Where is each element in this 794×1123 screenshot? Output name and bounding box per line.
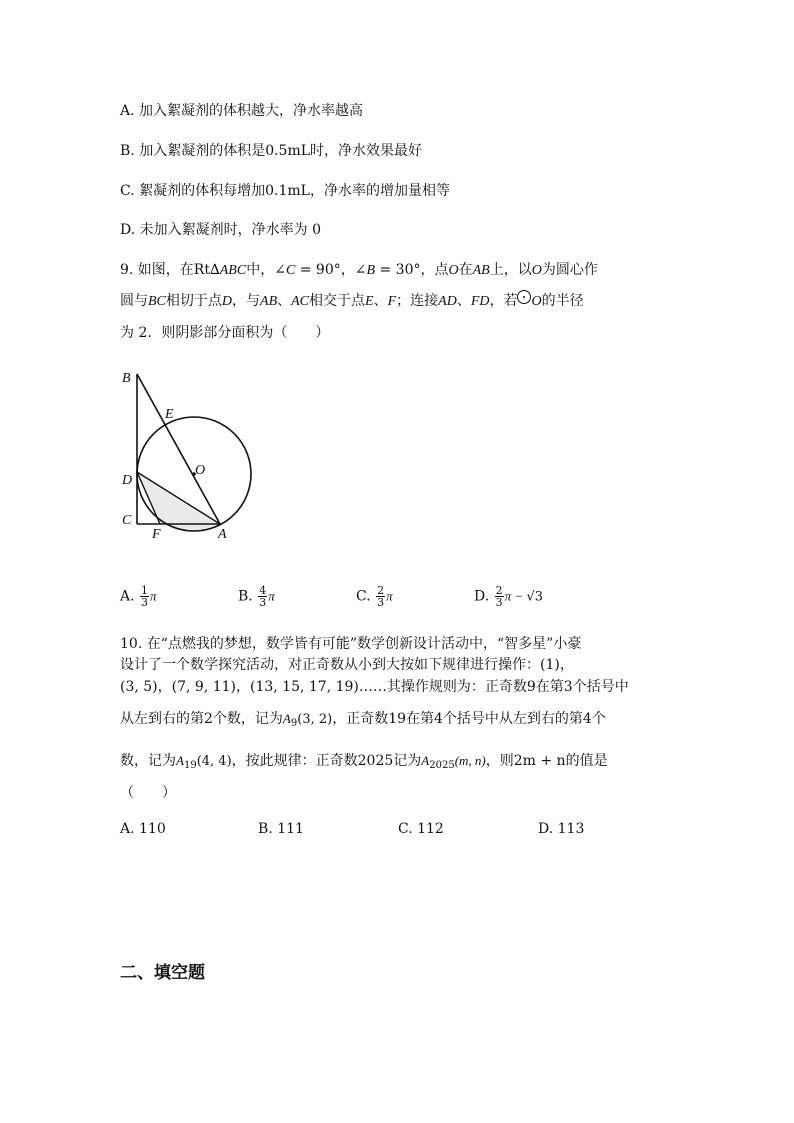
- q10-line-5: [120, 750, 608, 771]
- q9-text: AC: [291, 294, 310, 309]
- q9-text: D: [221, 294, 233, 309]
- q10-line-2: 设计了一个数学探究活动，对正奇数从小到大按如下规律进行操作：(1)，: [120, 657, 574, 673]
- q10-text: ，按此规律：正奇数2025记为: [231, 753, 422, 769]
- math-subscript: 19: [183, 760, 197, 771]
- math-a: A: [176, 753, 184, 768]
- q8-option-b: B. 加入絮凝剂的体积是0.5mL时，净水效果最好: [120, 143, 423, 159]
- q9-option-a: [120, 585, 157, 608]
- option-prefix: C.: [356, 588, 371, 605]
- math-arg: (3, 2): [297, 712, 333, 727]
- q9-text: FD: [470, 294, 490, 309]
- label-c: C: [122, 513, 132, 528]
- q9-text: 中，∠: [246, 262, 286, 278]
- q10-option-d: D. 113: [538, 821, 585, 837]
- q9-text: 在: [458, 262, 473, 278]
- q9-text: E: [365, 294, 374, 309]
- label-o: O: [195, 463, 206, 478]
- math-arg: (m, n): [454, 753, 486, 768]
- numerator: 2: [377, 584, 385, 597]
- option-prefix: B.: [238, 588, 253, 605]
- q10-option-a: A. 110: [120, 821, 166, 837]
- q9-text: AB: [472, 263, 490, 278]
- q10-option-c: C. 112: [398, 821, 444, 837]
- q9-text: 上，以: [489, 262, 532, 278]
- q8-option-d: D. 未加入絮凝剂时，净水率为 0: [120, 222, 321, 238]
- math-arg: (4, 4): [196, 754, 232, 769]
- q9-text: F: [387, 294, 397, 309]
- q9-text: ABC: [219, 263, 247, 278]
- q10-line-4: [120, 708, 606, 729]
- q9-line-3: 为 2．则阴影部分面积为（ ）: [120, 325, 330, 341]
- q10-text: 数，记为: [120, 753, 176, 769]
- q9-text: AD: [438, 294, 457, 309]
- option-math: π −: [504, 588, 527, 604]
- label-f: F: [152, 527, 161, 542]
- fraction: [140, 585, 149, 608]
- q10-text: 从左到右的第2个数，记为: [120, 711, 283, 727]
- q9-text: 圆与: [120, 293, 148, 309]
- label-e: E: [165, 407, 174, 422]
- fraction: [258, 585, 267, 608]
- q9-text: ，若: [489, 293, 518, 309]
- q9-text: O: [531, 294, 542, 309]
- fraction: [376, 585, 385, 608]
- denominator: 3: [259, 596, 267, 609]
- pi-symbol: π: [268, 588, 275, 604]
- q9-text: = 30°，点: [375, 262, 449, 278]
- q9-line-1: [120, 259, 598, 279]
- q9-text: B: [366, 263, 376, 278]
- math-subscript: 2025: [429, 760, 455, 771]
- q9-text: 、: [277, 293, 292, 309]
- sqrt-three: √3: [526, 589, 543, 605]
- numerator: 2: [495, 584, 503, 597]
- option-prefix: A.: [120, 588, 135, 605]
- pi-symbol: π: [386, 588, 393, 604]
- q9-text: ；连接: [396, 293, 439, 309]
- math-a: A: [282, 711, 291, 726]
- q10-text: ，则2m + n的值是: [485, 753, 608, 769]
- q9-text: 相切于点: [165, 293, 222, 309]
- q9-text: ，与: [232, 293, 261, 309]
- q9-text: BC: [148, 294, 166, 309]
- numerator: 4: [259, 584, 267, 597]
- circle-dot-icon: [517, 290, 531, 304]
- section-heading: 二、填空题: [120, 963, 205, 983]
- pi-symbol: π: [150, 588, 157, 604]
- q10-line-3: (3, 5)，(7, 9, 11)，(13, 15, 17, 19)……其操作规则为：正奇数9在第3个括号中: [120, 679, 629, 695]
- q9-text: 相交于点: [309, 293, 366, 309]
- q9-text: 为圆心作: [541, 262, 598, 278]
- math-a: A: [421, 753, 430, 768]
- denominator: 3: [141, 596, 149, 609]
- denominator: 3: [377, 596, 385, 609]
- q9-text: AB: [260, 294, 278, 309]
- q9-text: = 90°，∠: [295, 262, 367, 278]
- q9-option-c: [356, 585, 393, 608]
- q8-option-a: A. 加入絮凝剂的体积越大，净水率越高: [120, 103, 364, 119]
- q9-text: C: [285, 263, 296, 278]
- label-d: D: [122, 473, 133, 488]
- denominator: 3: [495, 596, 503, 609]
- q9-option-d: [474, 585, 543, 608]
- q9-text: 、: [456, 293, 471, 309]
- q10-line-1: 10. 在“点燃我的梦想，数学皆有可能”数学创新设计活动中，“智多星”小豪: [120, 636, 582, 652]
- q9-text: 9. 如图，在Rt∆: [120, 262, 220, 278]
- fraction: [495, 585, 504, 608]
- label-a: A: [218, 527, 227, 542]
- math-subscript: 9: [290, 718, 298, 729]
- q10-line-6: （ ）: [120, 785, 176, 801]
- label-b: B: [122, 371, 131, 386]
- q10-text: ，正奇数19在第4个括号中从左到右的第4个: [332, 711, 606, 727]
- q9-text: O: [448, 263, 459, 278]
- q10-option-b: B. 111: [258, 821, 304, 837]
- q9-text: O: [531, 263, 542, 278]
- q8-option-c: C. 絮凝剂的体积每增加0.1mL，净水率的增加量相等: [120, 183, 450, 199]
- q9-text: 、: [373, 293, 388, 309]
- numerator: 1: [141, 584, 149, 597]
- q9-line-2: [120, 290, 584, 310]
- q9-text: 的半径: [541, 293, 584, 309]
- option-prefix: D.: [474, 588, 490, 605]
- geometry-figure: [110, 362, 270, 547]
- q9-option-b: [238, 585, 275, 608]
